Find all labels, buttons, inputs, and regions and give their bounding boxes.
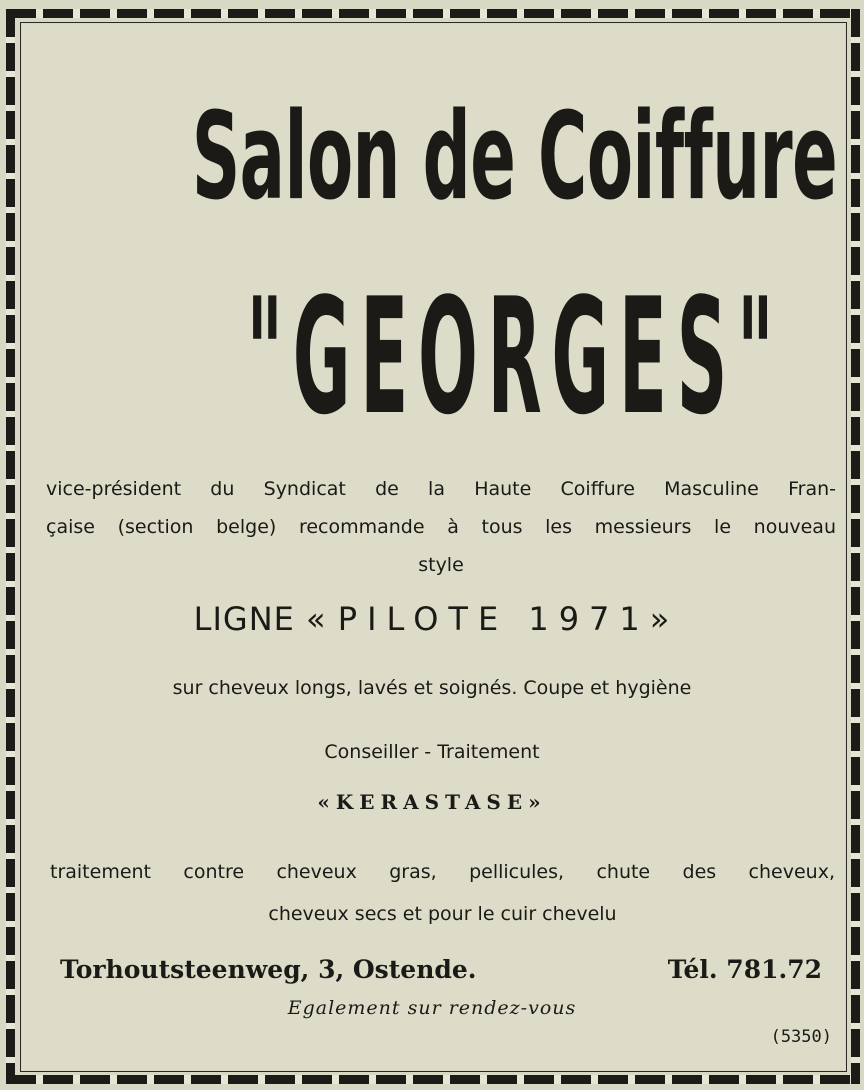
ad-reference-number: (5350) bbox=[770, 1027, 832, 1047]
sur-cheveux-line: sur cheveux longs, lavés et soignés. Coupe et hygiène bbox=[172, 677, 692, 699]
ligne-pilote-heading bbox=[0, 600, 864, 638]
conseiller-line: Conseiller - Traitement bbox=[324, 741, 540, 763]
telephone: Tél. 781.72 bbox=[667, 955, 822, 984]
intro-line-2: çaise (section belge) recommande à tous les messieurs le nouveau bbox=[46, 516, 836, 538]
appointment-note: Egalement sur rendez-vous bbox=[287, 997, 577, 1019]
intro-paragraph bbox=[46, 470, 836, 584]
checkered-border-top bbox=[6, 9, 860, 18]
intro-line-3: style bbox=[418, 554, 464, 576]
checkered-border-left bbox=[6, 9, 15, 1084]
traitement-line-2: cheveux secs et pour le cuir chevelu bbox=[268, 903, 617, 925]
ligne-prefix: LIGNE « bbox=[193, 600, 327, 638]
address: Torhoutsteenweg, 3, Ostende. bbox=[60, 955, 477, 984]
intro-line-1: vice-président du Syndicat de la Haute Coiffure Masculine Fran- bbox=[46, 478, 836, 500]
checkered-border-bottom bbox=[6, 1075, 860, 1084]
traitement-line-1: traitement contre cheveux gras, pellicules, chute des cheveux, bbox=[50, 861, 835, 883]
kerastase-line: «KERASTASE» bbox=[317, 790, 547, 814]
traitement-paragraph bbox=[50, 851, 835, 935]
ligne-name: PILOTE 1971 bbox=[337, 600, 650, 638]
salon-name: "GEORGES" bbox=[246, 263, 784, 450]
ligne-suffix: » bbox=[649, 600, 671, 638]
checkered-border-right bbox=[851, 9, 860, 1084]
salon-title: Salon de Coiffure bbox=[191, 88, 838, 227]
